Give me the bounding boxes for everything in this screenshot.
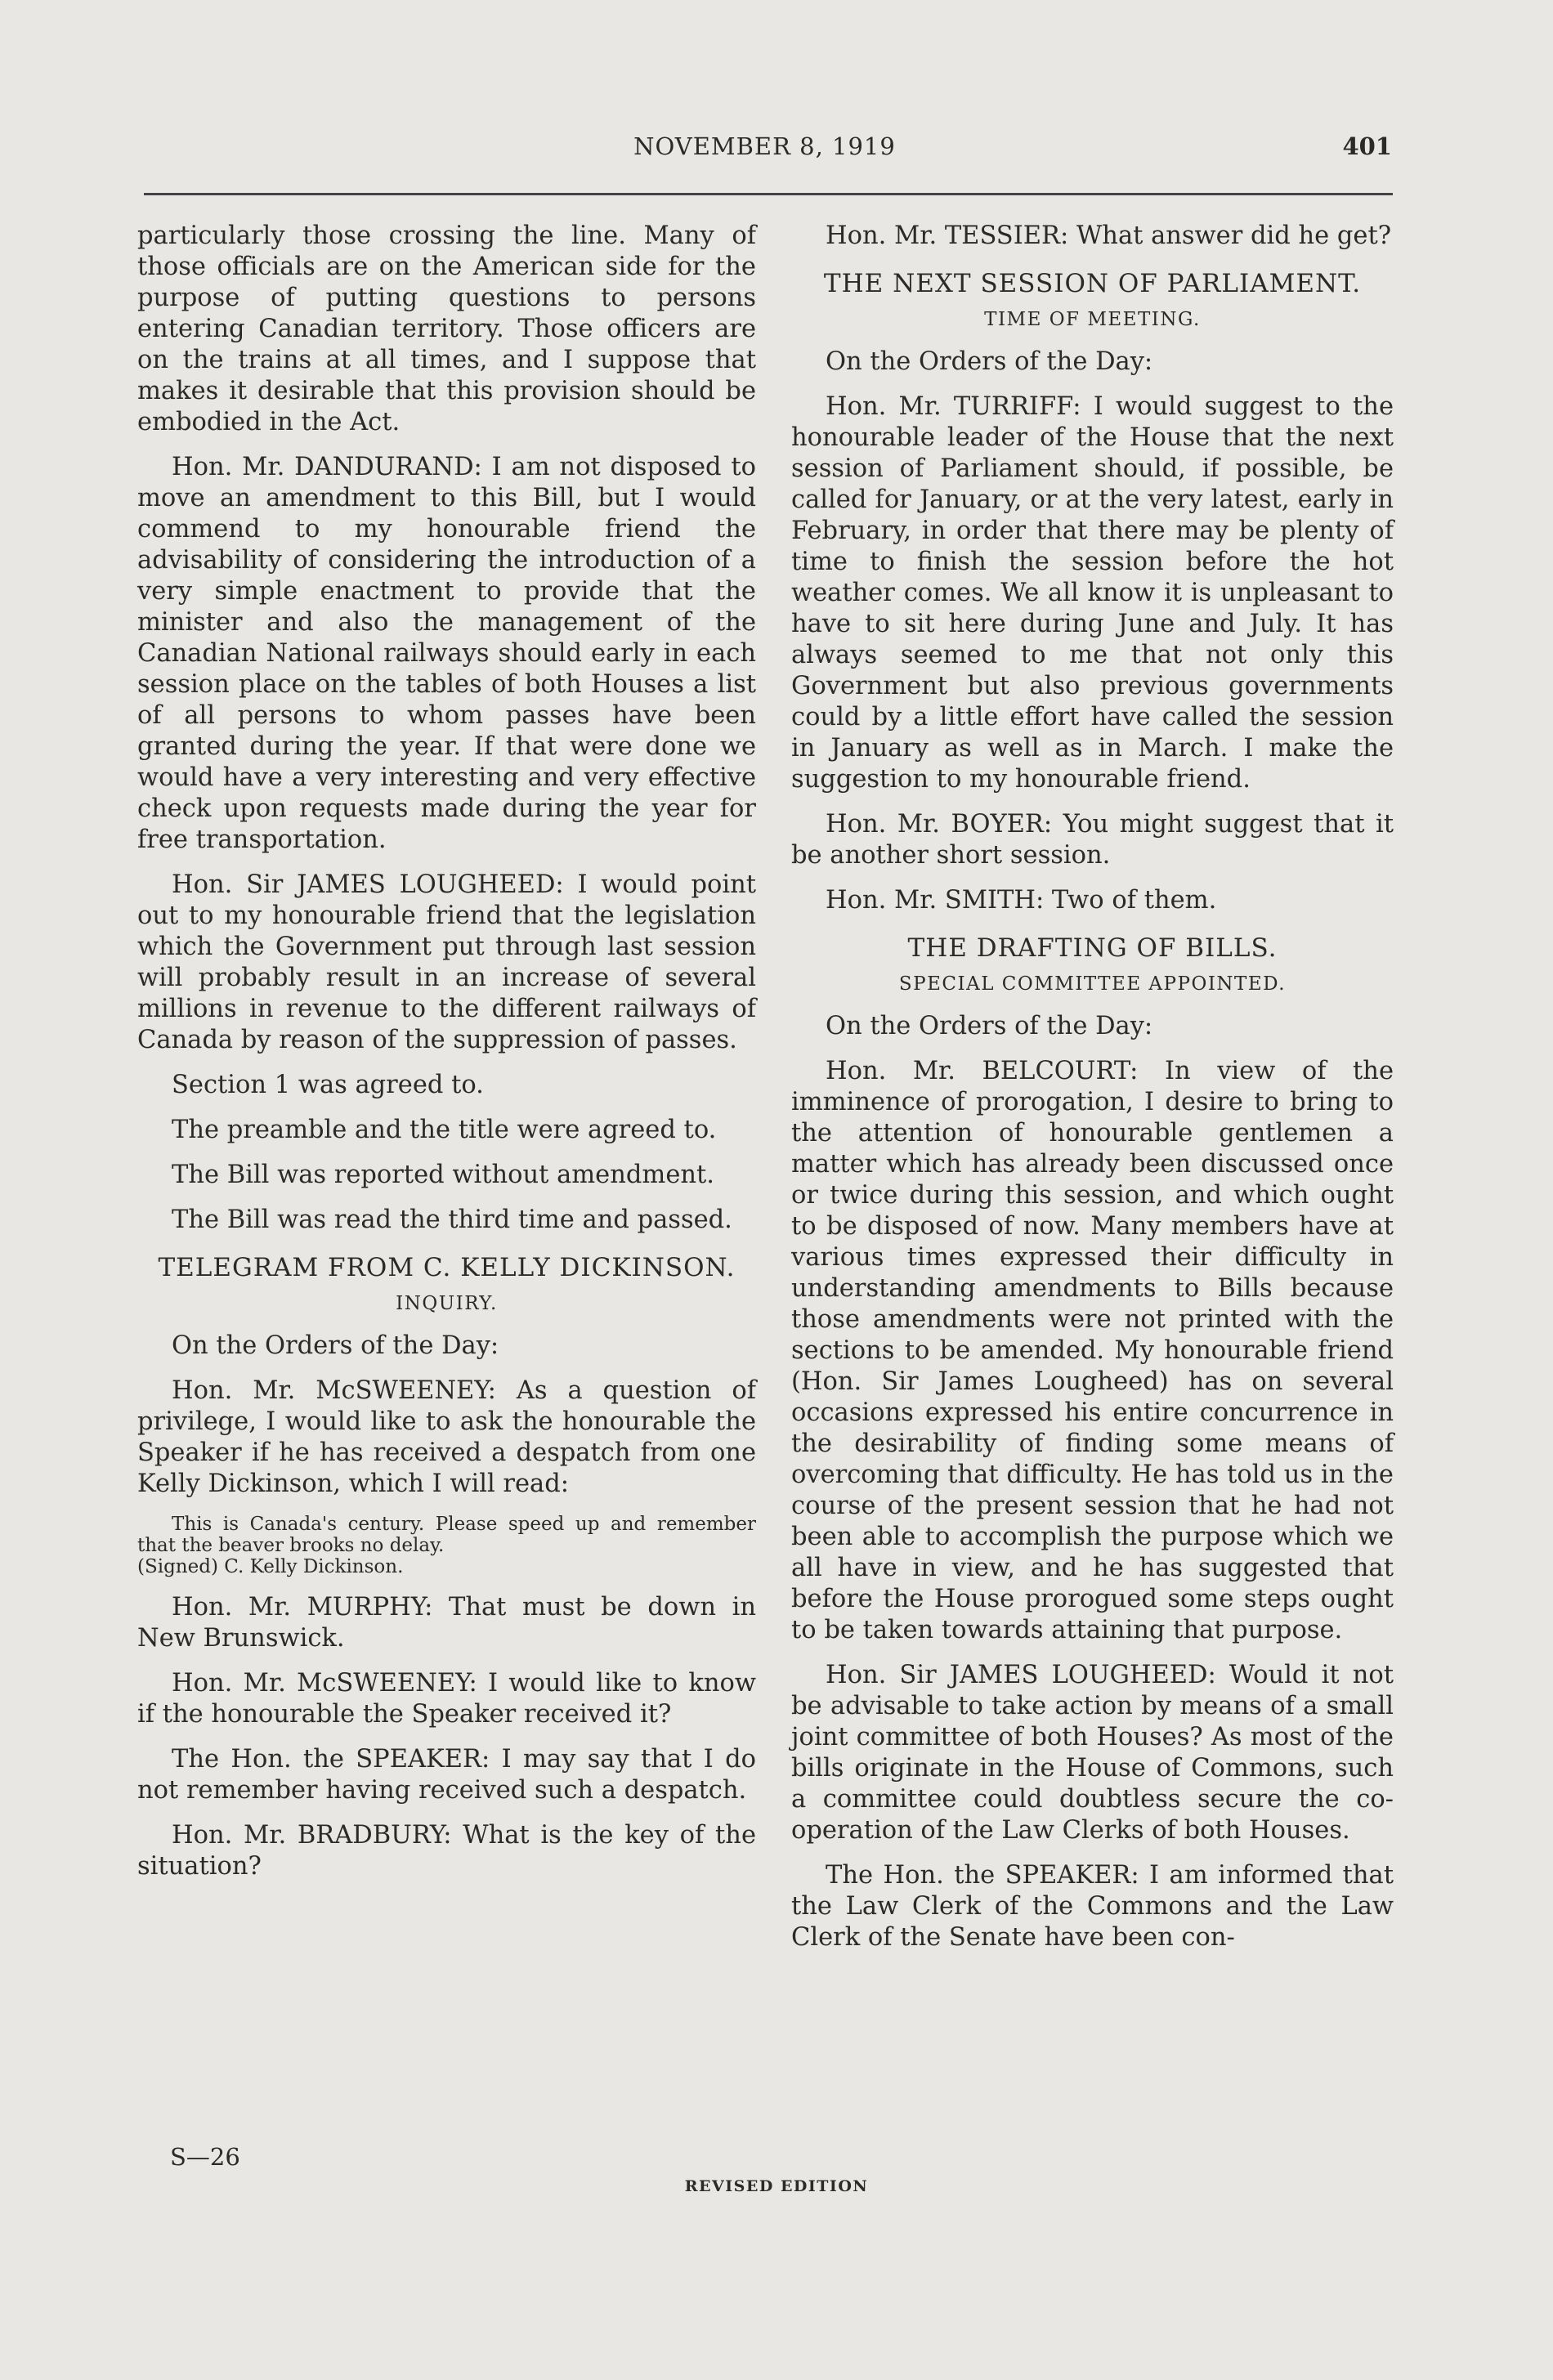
paragraph: Hon. Mr. BOYER: You might suggest that it be another short session. — [791, 810, 1394, 870]
page-header — [137, 132, 1392, 173]
right-column — [791, 221, 1394, 1967]
paragraph: Hon. Mr. TESSIER: What answer did he get? — [826, 221, 1392, 250]
paragraph: Hon. Mr. BELCOURT: In view of the imminence of prorogation, I desire to bring to the attention of honourable gentlemen a matter which has already been discussed once or twice during this session, and which ought to be disposed of now. Many members have at various times expressed their difficulty in understanding amendments to Bills because those amendments were not printed with the sections to be amended. My honourable friend (Hon. Sir James Lougheed) has on several occasions expressed his entire concurrence in the desirability of finding some means of overcoming that difficulty. He has told us in the course of the present session that he had not been able to accomplish the purpose which we all have in view, and he has suggested that before the House prorogued some steps ought to be taken towards attaining that purpose. — [791, 1057, 1394, 1644]
section-heading: TELEGRAM FROM C. KELLY DICKINSON. — [158, 1253, 736, 1282]
paragraph: Hon. Mr. TURRIFF: I would suggest to the honourable leader of the House that the next session of Parliament should, if possible, be called for January, or at the very latest, early in February, in order that there may be plenty of time to finish the session before the hot weather comes. We all know it is unpleasant to have to sit here during June and July. It has always seemed to me that not only this Government but also previous governments could by a little effort have called the session in January as well as in March. I make the suggestion to my honourable friend. — [791, 392, 1394, 794]
paragraph: Hon. Sir JAMES LOUGHEED: I would point out to my honourable friend that the legislation which the Government put through last session will probably result in an increase of several millions in revenue to the different railways of Canada by reason of the suppression of passes. — [137, 870, 756, 1054]
section-subheading: INQUIRY. — [396, 1293, 498, 1314]
paragraph: Hon. Mr. BRADBURY: What is the key of the situation? — [137, 1821, 756, 1881]
quote-signature: (Signed) C. Kelly Dickinson. — [137, 1556, 404, 1577]
paragraph: Hon. Mr. McSWEENEY: I would like to know if the honourable the Speaker received it? — [137, 1669, 756, 1729]
paragraph: Hon. Sir JAMES LOUGHEED: Would it not be advisable to take action by means of a small joint committee of both Houses? As most of the bills originate in the House of Commons, such a committee could doubtless secure the co-operation of the Law Clerks of both Houses. — [791, 1661, 1394, 1845]
quote-text: This is Canada's century. Please speed up and remember that the beaver brooks no delay. — [137, 1514, 756, 1556]
header-date: NOVEMBER 8, 1919 — [633, 132, 896, 160]
paragraph: The Hon. the SPEAKER: I am informed that the Law Clerk of the Commons and the Law Clerk of the Senate have been con- — [791, 1861, 1394, 1952]
paragraph: The Bill was read the third time and passed. — [172, 1206, 732, 1234]
paragraph: The Hon. the SPEAKER: I may say that I do not remember having received such a despatch. — [137, 1745, 756, 1805]
paragraph: Hon. Mr. SMITH: Two of them. — [826, 886, 1217, 915]
page-number: 401 — [1342, 132, 1392, 160]
paragraph: Hon. Mr. MURPHY: That must be down in New Brunswick. — [137, 1593, 756, 1653]
left-column — [137, 221, 756, 1896]
paragraph: particularly those crossing the line. Many of those officials are on the American side for the purpose of putting questions to persons entering Canadian territory. Those officers are on the trains at all times, and I suppose that makes it desirable that this provision should be embodied in the Act. — [137, 221, 756, 436]
paragraph: On the Orders of the Day: — [826, 347, 1153, 376]
paragraph: Hon. Mr. McSWEENEY: As a question of privilege, I would like to ask the honourable the Speaker if he has received a despatch from one Kelly Dickinson, which I will read: — [137, 1376, 756, 1498]
section-subheading: TIME OF MEETING. — [984, 309, 1201, 330]
section-heading: THE NEXT SESSION OF PARLIAMENT. — [823, 269, 1362, 298]
folio-mark: S—26 — [170, 2143, 240, 2171]
section-subheading: SPECIAL COMMITTEE APPOINTED. — [898, 973, 1287, 995]
telegram-quote — [137, 1514, 756, 1577]
header-rule — [144, 193, 1393, 195]
paragraph: Section 1 was agreed to. — [172, 1071, 484, 1099]
paragraph: Hon. Mr. DANDURAND: I am not disposed to move an amendment to this Bill, but I would commend to my honourable friend the advisability of considering the introduction of a very simple enactment to provide that the minister and also the management of the Canadian National railways should early in each session place on the tables of both Houses a list of all persons to whom passes have been granted during the year. If that were done we would have a very interesting and very effective check upon requests made during the year for free transportation. — [137, 453, 756, 854]
paragraph: The preamble and the title were agreed to. — [172, 1116, 717, 1144]
paragraph: On the Orders of the Day: — [826, 1012, 1153, 1040]
footer-edition: REVISED EDITION — [684, 2177, 869, 2195]
paragraph: The Bill was reported without amendment. — [172, 1161, 714, 1189]
section-heading: THE DRAFTING OF BILLS. — [907, 933, 1278, 963]
paragraph: On the Orders of the Day: — [172, 1331, 499, 1360]
